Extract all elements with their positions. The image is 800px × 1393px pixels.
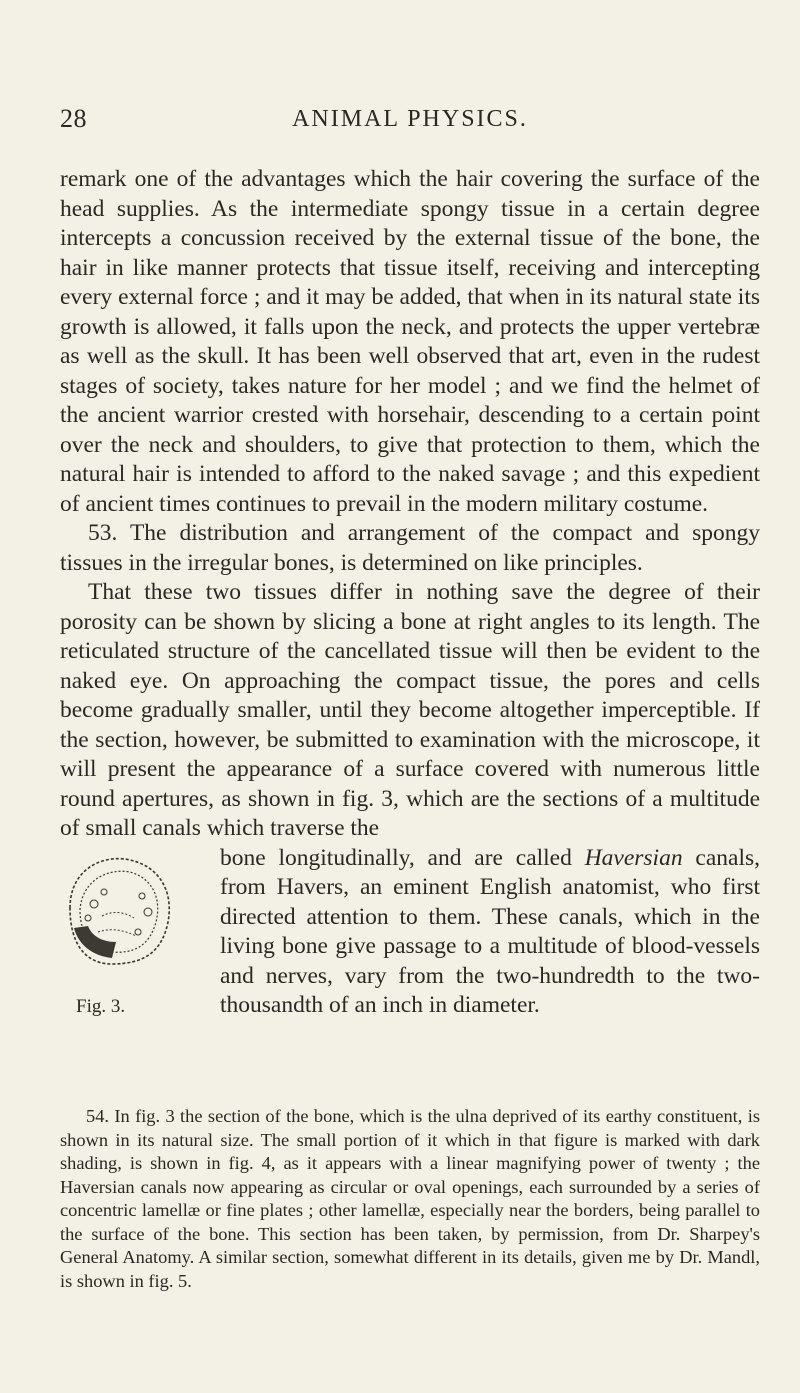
- paragraph-54-small-print: 54. In fig. 3 the section of the bone, which is the ulna deprived of its earthy constituent, is shown in its natural size. The small portion of it which in that figure is marked with dark shading, is shown in fig. 4, as it appears with a linear magnifying power of twenty ; the Haversian canals now appearing as circular or oval openings, each surrounded by a series of concentric lamellæ or fine plates ; other lamellæ, especially near the borders, being parallel to the surface of the bone. This section has been taken, by permission, from Dr. Sharpey's General Anatomy. A similar section, somewhat different in its details, given me by Dr. Mandl, is shown in fig. 5.: [60, 1106, 760, 1291]
- paragraph-haversian-intro: That these two tissues differ in nothing save the degree of their porosity can be shown by slicing a bone at right angles to its length. The reticulated structure of the cancellated tissue will then be evident to the naked eye. On approaching the compact tissue, the pores and cells become gradually smaller, until they become altogether imperceptible. If the section, however, be submitted to examination with the microscope, it will present the appearance of a surface covered with numerous little round apertures, as shown in fig. 3, which are the sections of a multitude of small canals which traverse the: [60, 579, 760, 841]
- paragraph-continued: remark one of the advantages which the hair covering the surface of the head supplies. As the intermediate spongy tissue in a certain degree intercepts a concussion received by the external tissue of the bone, the hair in like manner protects that tissue itself, receiving and intercepting every external force ; and it may be added, that when in its natural state its growth is allowed, it falls upon the neck, and protects the upper vertebræ as well as the skull. It has been well observed that art, even in the rudest stages of society, takes nature for her model ; and we find the helmet of the ancient warrior crested with horsehair, descending to a certain point over the neck and shoulders, to give that protection to them, which the natural hair is intended to afford to the naked savage ; and this expedient of ancient times continues to prevail in the modern military costume.: [60, 166, 760, 517]
- page-number: 28: [60, 104, 87, 133]
- text-after-term: canals, from Havers, an eminent English anatomist, who first directed attention to them. These canals, which in the living bone give passage to a multitude of blood-vessels and nerves, vary from the two-hundredth to the two-thousandth of an inch in diameter.: [220, 844, 760, 1018]
- running-header: [60, 104, 760, 134]
- main-text: [60, 165, 760, 1021]
- paragraph-53: 53. The distribution and arrangement of the compact and spongy tissues in the irregular bones, is determined on like principles.: [60, 520, 760, 576]
- term-haversian: Haversian: [584, 844, 683, 871]
- bone-section-illustration: [58, 846, 178, 986]
- figure-caption: Fig. 3.: [76, 995, 126, 1017]
- text-before-term: bone longitudinally, and are called: [220, 844, 585, 871]
- figure-3: [54, 846, 210, 1018]
- running-title: ANIMAL PHYSICS.: [292, 106, 528, 132]
